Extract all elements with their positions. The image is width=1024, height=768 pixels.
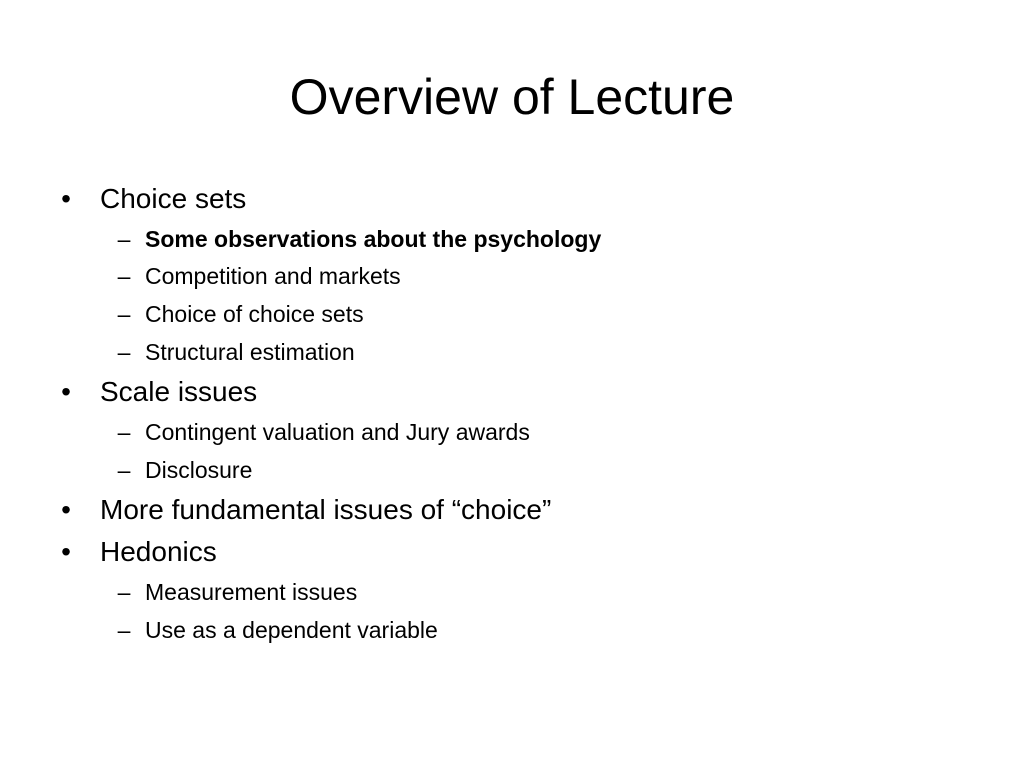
sub-bullet-marker: – bbox=[117, 226, 131, 252]
sub-bullet-marker: – bbox=[117, 419, 131, 445]
slide-title: Overview of Lecture bbox=[289, 69, 735, 125]
sub-bullet-marker: – bbox=[117, 301, 131, 327]
list-item-text: Choice of choice sets bbox=[145, 301, 364, 327]
list-item-text: Measurement issues bbox=[145, 579, 358, 605]
sub-bullet-marker: – bbox=[117, 263, 131, 289]
list-item-text: Hedonics bbox=[100, 536, 217, 567]
bullet-marker: • bbox=[61, 183, 71, 214]
list-item-text: More fundamental issues of “choice” bbox=[100, 494, 552, 525]
bullet-marker: • bbox=[61, 494, 71, 525]
list-item-text: Contingent valuation and Jury awards bbox=[145, 419, 530, 445]
list-item-text: Scale issues bbox=[100, 376, 258, 407]
sub-bullet-marker: – bbox=[117, 579, 131, 605]
list-item-text: Some observations about the psychology bbox=[145, 226, 602, 252]
list-item-text: Disclosure bbox=[145, 457, 253, 483]
sub-bullet-marker: – bbox=[117, 457, 131, 483]
list-item-text: Competition and markets bbox=[145, 263, 401, 289]
bullet-marker: • bbox=[61, 376, 71, 407]
list-item-text: Choice sets bbox=[100, 183, 247, 214]
list-item-text: Use as a dependent variable bbox=[145, 617, 438, 643]
bullet-marker: • bbox=[61, 536, 71, 567]
sub-bullet-marker: – bbox=[117, 617, 131, 643]
sub-bullet-marker: – bbox=[117, 339, 131, 365]
list-item-text: Structural estimation bbox=[145, 339, 355, 365]
